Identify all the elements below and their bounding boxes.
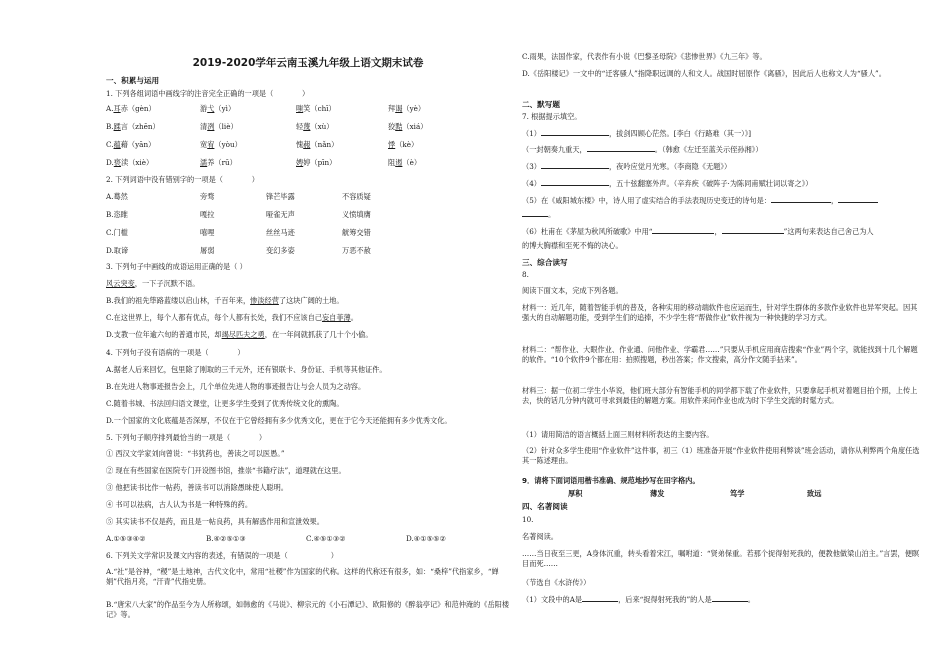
- q1-row-a: [106, 104, 510, 114]
- q7-4-label: （4）: [522, 179, 541, 188]
- answer-blank[interactable]: [838, 202, 878, 203]
- q2-d-2: 屠弱: [200, 246, 215, 255]
- q9-word-1: 厚积: [568, 489, 583, 498]
- q2-row-c: [106, 228, 510, 238]
- question-7: 7. 根据提示填空。: [522, 112, 582, 121]
- q3-option-d: [106, 330, 510, 340]
- question-10: 10.: [522, 515, 534, 524]
- q5-sentence-4: ④ 书可以祛病，古人认为书是一种特殊的药。: [106, 500, 253, 509]
- question-2: 2. 下列词语中没有错别字的一项是（ ）: [106, 175, 259, 184]
- q7-item-3: [522, 162, 924, 172]
- question-9: 9．请将下面词语用楷书准确、规范地抄写在田字格内。: [522, 476, 700, 485]
- question-5: 5. 下列句子顺序排列最恰当的一项是（ ）: [106, 433, 267, 442]
- section-heading-3: 三、综合读写: [522, 258, 568, 267]
- q1-b-4: 狡黠（xiá）: [388, 122, 428, 131]
- q7-2-source: 。（韩愈《左迁至蓝关示侄孙湘》）: [654, 145, 763, 154]
- q10-intro: 名著阅读。: [522, 532, 558, 541]
- q1-c-4: 悸（kè）: [388, 140, 419, 149]
- q2-d-4: 万恶不赦: [342, 246, 371, 255]
- q3-b-post: 了这块广阔的土地。: [278, 296, 344, 305]
- q7-2-text: （一封朝奏九重天，: [522, 145, 587, 154]
- q7-6-text: （6）杜甫在《茅屋为秋风所破歌》中用“: [522, 227, 653, 236]
- q2-a-4: 不容质疑: [342, 192, 371, 201]
- q5-option-a: A.①⑤③④②: [106, 534, 146, 543]
- q1-b-1: B.蹂言（zhēn）: [106, 122, 160, 131]
- q3-a-text: ，一下子沉默不语。: [134, 279, 200, 288]
- answer-blank[interactable]: [712, 601, 748, 602]
- q2-c-4: 觥筹交错: [342, 228, 371, 237]
- q6-option-a: A.“社”是谷神，“稷”是土地神，古代文化中，常用“社稷”作为国家的代称。这样的代称还有很多，如：“桑梓”代指家乡，“婵娟”代指月亮，“汗青”代指史册。: [106, 567, 499, 586]
- q5-options: [106, 534, 510, 544]
- q2-c-2: 嘻哩: [200, 228, 215, 237]
- q3-option-b: [106, 296, 510, 306]
- q9-word-4: 致远: [807, 489, 822, 498]
- answer-blank[interactable]: [541, 135, 609, 136]
- q7-item-5: （5）在《咸阳城东楼》中，诗人用了虚实结合的手法表现历史变迁的诗句是： ，: [522, 196, 924, 206]
- q5-option-d: D.④①⑤⑤②: [406, 534, 447, 543]
- q1-a-1: A.耳赤（gèn）: [106, 104, 156, 113]
- q2-d-3: 变幻多姿: [266, 246, 295, 255]
- section-heading-2: 二、默写题: [522, 100, 560, 109]
- q9-words: [522, 489, 924, 499]
- q2-b-4: 义愤填膺: [342, 210, 371, 219]
- answer-blank[interactable]: [541, 168, 609, 169]
- q3-d-idiom: 竭尽匹夫之勇: [221, 330, 265, 339]
- q7-item-5-cont: [522, 210, 924, 220]
- q3-b-pre: B.我们的祖先筚路蓝缕以启山林，千百年来，: [106, 296, 251, 305]
- q8-sub-1: （1）请用简洁的语言概括上面三则材料所表达的主要内容。: [522, 430, 714, 439]
- q8-sub-2: （2）针对众多学生使用“作业软件”这件事，初三（1）班准备开展“作业软件使用利弊谈”班会活动，请你从利弊两个角度任选其一陈述理由。: [522, 446, 920, 465]
- q1-d-2: 濡养（rū）: [200, 158, 237, 167]
- q1-d-3: 娉婷（pīn）: [296, 158, 337, 167]
- question-4: 4. 下列句子没有语病的一项是（ ）: [106, 348, 245, 357]
- q6-option-d: D.《岳阳楼记》一文中的“迁客骚人”指降职远调的人和文人。战国时屈原作《离骚》，因此后人也称文人为“骚人”。: [522, 69, 886, 78]
- answer-blank[interactable]: [522, 216, 548, 217]
- q4-option-c: C.随着书城、书法回归语文课堂，让更多学生受到了优秀传统文化的熏陶。: [106, 399, 344, 408]
- question-3: 3. 下列句子中画线的成语运用正确的是（ ）: [106, 262, 247, 271]
- q7-item-4: [522, 179, 924, 189]
- q4-option-a: A.据老人后来回忆，包里除了刚取的三千元外，还有银联卡、身份证、手机等其他证件。: [106, 365, 387, 374]
- q3-c-idiom: 妄自菲薄: [321, 313, 351, 322]
- q2-d-1: D.取谛: [106, 246, 129, 255]
- q9-word-3: 笃学: [730, 489, 745, 498]
- q4-option-b: B.在先进人物事迹报告会上，几个单位先进人物的事迹报告让与会人员为之动容。: [106, 382, 366, 391]
- q3-option-c: [106, 313, 510, 323]
- q3-d-pre: D.支教一位年逾六旬的普通市民，却: [106, 330, 222, 339]
- question-8: 8.: [522, 270, 529, 279]
- q5-option-c: C.④⑤①③②: [306, 534, 346, 543]
- material-2: 材料二：“帮作业、大眼作业、作业通、问他作业、学霸君……”只要从手机应用商店搜索“作业”两个字，就能找到十几个解题的软件。“10个软件9个都在用：拍照搜题，秒出答案；作文搜索，高分作文随手拈来”。: [522, 345, 918, 364]
- q2-b-3: 哑雀无声: [266, 210, 295, 219]
- answer-blank[interactable]: [652, 233, 714, 234]
- answer-blank[interactable]: [541, 185, 609, 186]
- q10-1-text: （1）文段中的A是: [522, 595, 583, 604]
- q5-sentence-2: ② 现在有些国家在医院专门开设图书馆，推崇“书籍疗法”，道理就在这里。: [106, 466, 346, 475]
- q7-item-1: [522, 129, 924, 139]
- q2-row-d: [106, 246, 510, 256]
- page-title: 2019-2020学年云南玉溪九年级上语文期末试卷: [192, 57, 424, 69]
- q1-c-3: 愧赧（nǎn）: [296, 140, 339, 149]
- q1-d-1: D.亵渎（xiè）: [106, 158, 154, 167]
- q1-a-2: 游弋（yì）: [200, 104, 236, 113]
- left-column: [106, 0, 510, 672]
- q2-row-a: [106, 192, 510, 202]
- q2-a-2: 旁骛: [200, 192, 215, 201]
- q7-6-text-2: ”这两句来表达自己舍己为人: [783, 227, 874, 236]
- q3-c-pre: C.在这世界上，每个人都有优点，每个人都有长处，我们不应该自己: [106, 313, 322, 322]
- answer-blank[interactable]: [582, 601, 618, 602]
- q7-4-text: ，五十弦翻塞外声。（辛弃疾《破阵子·为陈同甫赋壮词以寄之》）: [608, 179, 813, 188]
- q10-passage: ……当日夜至三更，A身体沉重，转头看着宋江，嘱咐道：“贤弟保重。若那个捉得射死我的，便教他做梁山泊主。”言罢，便瞑目而死……: [522, 549, 920, 568]
- q7-5-end: 。: [548, 210, 556, 219]
- question-1: 1. 下列各组词语中画线字的注音完全正确的一项是（ ）: [106, 89, 310, 98]
- q10-1-end: 。: [747, 595, 755, 604]
- q5-sentence-1: ① 西汉文学家刘向曾说：“书犹药也，善读之可以医愚。”: [106, 449, 285, 458]
- q2-a-1: A.蓦然: [106, 192, 128, 201]
- q9-word-2: 薄发: [650, 489, 665, 498]
- q1-row-c: [106, 140, 510, 150]
- q2-c-1: C.门槛: [106, 228, 128, 237]
- q6-option-b: B.“唐宋八大家”的作品至今为人所称颂，如韩愈的《马说》、柳宗元的《小石潭记》、欧阳修的《醉翁亭记》和范仲淹的《岳阳楼记》等。: [106, 600, 510, 619]
- section-heading-4: 四、名著阅读: [522, 502, 568, 511]
- q3-c-post: 。: [350, 313, 358, 322]
- q3-d-post: ，在一年间就抓获了几十个小偷。: [264, 330, 373, 339]
- q2-c-3: 丝丝马迹: [266, 228, 295, 237]
- q2-a-3: 锋芒毕露: [266, 192, 295, 201]
- q7-item-6-cont: 的博大胸襟和至死不悔的决心。: [522, 241, 623, 250]
- q7-item-2: [522, 145, 924, 155]
- q8-intro: 阅读下面文本，完成下列各题。: [522, 286, 623, 295]
- q3-a-idiom: 风云突变: [106, 279, 135, 288]
- q7-3-label: （3）: [522, 162, 541, 171]
- q1-row-d: [106, 158, 510, 168]
- answer-blank[interactable]: [722, 233, 784, 234]
- q2-b-2: 嘎拉: [200, 210, 215, 219]
- q1-a-4: 拜谒（yè）: [388, 104, 426, 113]
- q1-d-4: 阻遏（è）: [388, 158, 422, 167]
- q5-sentence-3: ③ 他把读书比作一帖药，善读书可以消除愚昧使人聪明。: [106, 483, 288, 492]
- q1-a-3: 嗤笑（chī）: [296, 104, 336, 113]
- material-3: 材料三：据一位初二学生小华说，他们班大部分有智能手机的同学都下载了作业软件，只要拿起手机对着题目拍个照，上传上去，快的话几分钟内就可寻求到最佳的解题方案。用软件来问作业也成为时下学生交流的时髦方式。: [522, 386, 918, 405]
- q2-b-1: B.恣睢: [106, 210, 128, 219]
- q5-sentence-5: ⑤ 其实读书不仅是药，而且是一帖良药，具有解惑作用和宣泄效果。: [106, 517, 324, 526]
- answer-blank[interactable]: [587, 151, 655, 152]
- q1-row-b: [106, 122, 510, 132]
- q5-option-b: B.④②⑤①③: [206, 534, 246, 543]
- question-6: 6. 下列关文学常识及课文内容的表述，有错误的一项是（ ）: [106, 551, 338, 560]
- q10-sub-1: [522, 595, 924, 605]
- section-heading-1: 一、积累与运用: [106, 76, 160, 85]
- right-column: [522, 0, 924, 672]
- q10-source: （节选自《水浒传》）: [522, 578, 591, 587]
- q1-c-2: 宽宥（yòu）: [200, 140, 242, 149]
- q2-row-b: [106, 210, 510, 220]
- q1-c-1: C.蕴藉（yān）: [106, 140, 156, 149]
- answer-blank[interactable]: [771, 202, 831, 203]
- q4-option-d: D.一个国家的文化底蕴是否深厚，不仅在于它曾经拥有多少优秀文化，更在于它今天还能拥有多少优秀文化。: [106, 416, 452, 425]
- q7-item-6: [522, 227, 924, 237]
- q1-b-2: 清冽（liè）: [200, 122, 238, 131]
- q7-6-comma: ，: [714, 227, 722, 236]
- q10-1-text-2: ，后来“捉得射死我的”的人是: [618, 595, 712, 604]
- q7-3-text: ，夜吟应觉月光寒。（李商隐《无题》）: [608, 162, 732, 171]
- q7-1-label: （1）: [522, 129, 541, 138]
- q3-b-idiom: 惨淡经营: [250, 296, 279, 305]
- q3-option-a: [106, 279, 510, 289]
- q1-b-3: 轻蔑（xù）: [296, 122, 334, 131]
- q7-1-text: ，拔剑四顾心茫然。[李白《行路难（其一）》]: [608, 129, 752, 138]
- q7-5-text: （5）在《咸阳城东楼》中，诗人用了虚实结合的手法表现历史变迁的诗句是：: [522, 196, 771, 205]
- q6-option-c: C.雨果，法国作家，代表作有小说《巴黎圣母院》《悲惨世界》《九三年》等。: [522, 52, 767, 61]
- material-1: 材料一：近几年，随着智能手机的普及，各种实用的移动端软件也应运而生，针对学生群体的多款作业软件也异军突起。因其强大的自动解题功能，受到学生们的追捧，不少学生将“帮做作业”软件视为一种快捷的学习方式。: [522, 303, 918, 322]
